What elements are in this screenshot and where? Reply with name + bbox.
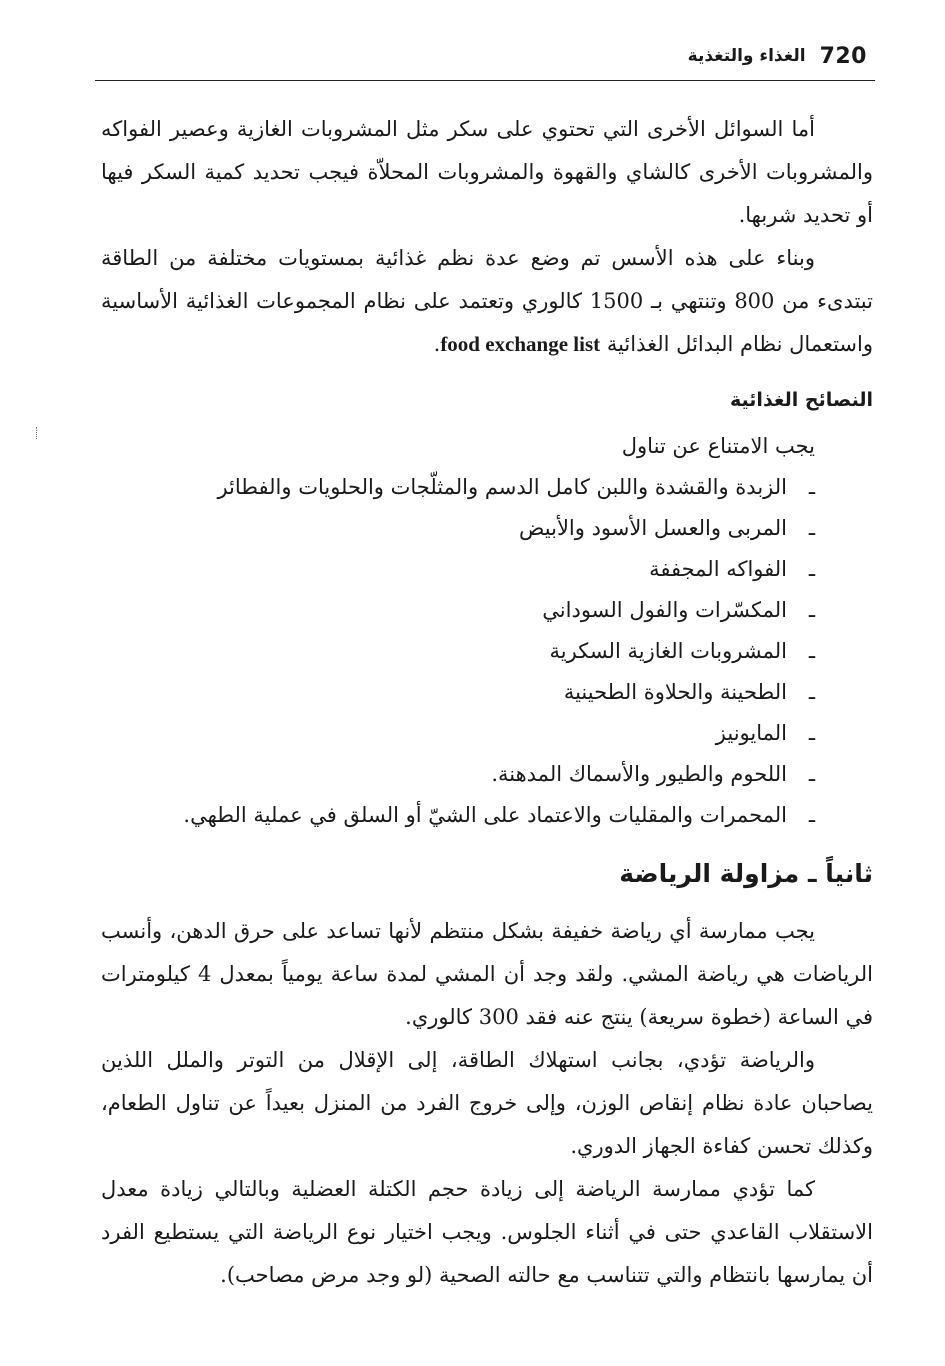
list-dash: ـ bbox=[808, 762, 815, 786]
list-item bbox=[101, 631, 815, 672]
list-dash: ـ bbox=[808, 516, 815, 540]
list-item-text: المشروبات الغازية السكرية bbox=[549, 639, 787, 663]
list-item bbox=[101, 795, 815, 836]
avoid-list bbox=[101, 467, 873, 836]
list-dash: ـ bbox=[808, 680, 815, 704]
exercise-paragraph-2: والرياضة تؤدي، بجانب استهلاك الطاقة، إلى الإقلال من التوتر والملل اللذين يصاحبان عادة نظام إنقاص الوزن، وإلى خروج الفرد من المنزل بعيداً عن تناول الطعام، وكذلك تحسن كفاءة الجهاز الدوري. bbox=[101, 1048, 873, 1158]
list-item-text: المربى والعسل الأسود والأبيض bbox=[519, 516, 787, 540]
list-dash: ـ bbox=[808, 721, 815, 745]
list-item-text: الزبدة والقشدة واللبن كامل الدسم والمثلّجات والحلويات والفطائر bbox=[217, 475, 787, 499]
list-dash: ـ bbox=[808, 475, 815, 499]
page-number: 720 bbox=[819, 43, 867, 69]
list-dash: ـ bbox=[808, 598, 815, 622]
intro-paragraph-2 bbox=[101, 237, 873, 366]
list-item-text: الفواكه المجففة bbox=[649, 557, 787, 581]
dietary-advice-heading: النصائح الغذائية bbox=[730, 389, 873, 411]
running-header-title: الغذاء والتغذية bbox=[687, 46, 806, 66]
list-item bbox=[101, 467, 815, 508]
margin-mark bbox=[36, 427, 39, 439]
list-item-text: المحمرات والمقليات والاعتماد على الشيّ أو السلق في عملية الطهي. bbox=[183, 803, 787, 827]
list-item bbox=[101, 672, 815, 713]
list-item bbox=[101, 549, 815, 590]
intro-paragraph-2-end: . bbox=[433, 332, 441, 356]
intro-paragraph-1: أما السوائل الأخرى التي تحتوي على سكر مثل المشروبات الغازية وعصير الفواكه والمشروبات الأخرى كالشاي والقهوة والمشروبات المحلاّة فيجب تحديد كمية السكر فيها أو تحديد شربها. bbox=[101, 117, 873, 227]
list-dash: ـ bbox=[808, 557, 815, 581]
list-item bbox=[101, 590, 815, 631]
exercise-paragraph-3: كما تؤدي ممارسة الرياضة إلى زيادة حجم الكتلة العضلية وبالتالي زيادة معدل الاستقلاب القاعدي حتى في أثناء الجلوس. ويجب اختيار نوع الرياضة التي يستطيع الفرد أن يمارسها بانتظام والتي تتناسب مع حالته الصحية (لو وجد مرض مصاحب). bbox=[101, 1177, 873, 1287]
exercise-heading: ثانياً ـ مزاولة الرياضة bbox=[619, 859, 873, 888]
list-item bbox=[101, 754, 815, 795]
list-item-text: المايونيز bbox=[715, 721, 787, 745]
avoid-list-intro: يجب الامتناع عن تناول bbox=[621, 434, 815, 458]
food-exchange-list-term: food exchange list bbox=[440, 332, 601, 356]
page-body bbox=[101, 108, 873, 1297]
list-item bbox=[101, 713, 815, 754]
list-dash: ـ bbox=[808, 639, 815, 663]
list-item-text: اللحوم والطيور والأسماك المدهنة. bbox=[491, 762, 787, 786]
list-item bbox=[101, 508, 815, 549]
list-item-text: الطحينة والحلاوة الطحينية bbox=[563, 680, 787, 704]
running-header bbox=[95, 36, 867, 76]
intro-paragraph-2-text: وبناء على هذه الأسس تم وضع عدة نظم غذائية بمستويات مختلفة من الطاقة تبتدىء من 800 وتنتهي بـ 1500 كالوري وتعتمد على نظام المجموعات الغذائية الأساسية واستعمال نظام البدائل الغذائية bbox=[101, 246, 873, 356]
header-rule bbox=[95, 80, 875, 81]
list-dash: ـ bbox=[808, 803, 815, 827]
exercise-paragraph-1: يجب ممارسة أي رياضة خفيفة بشكل منتظم لأنها تساعد على حرق الدهن، وأنسب الرياضات هي رياضة المشي. ولقد وجد أن المشي لمدة ساعة يومياً بمعدل 4 كيلومترات في الساعة (خطوة سريعة) ينتج عنه فقد 300 كالوري. bbox=[101, 919, 873, 1029]
list-item-text: المكسّرات والفول السوداني bbox=[542, 598, 787, 622]
